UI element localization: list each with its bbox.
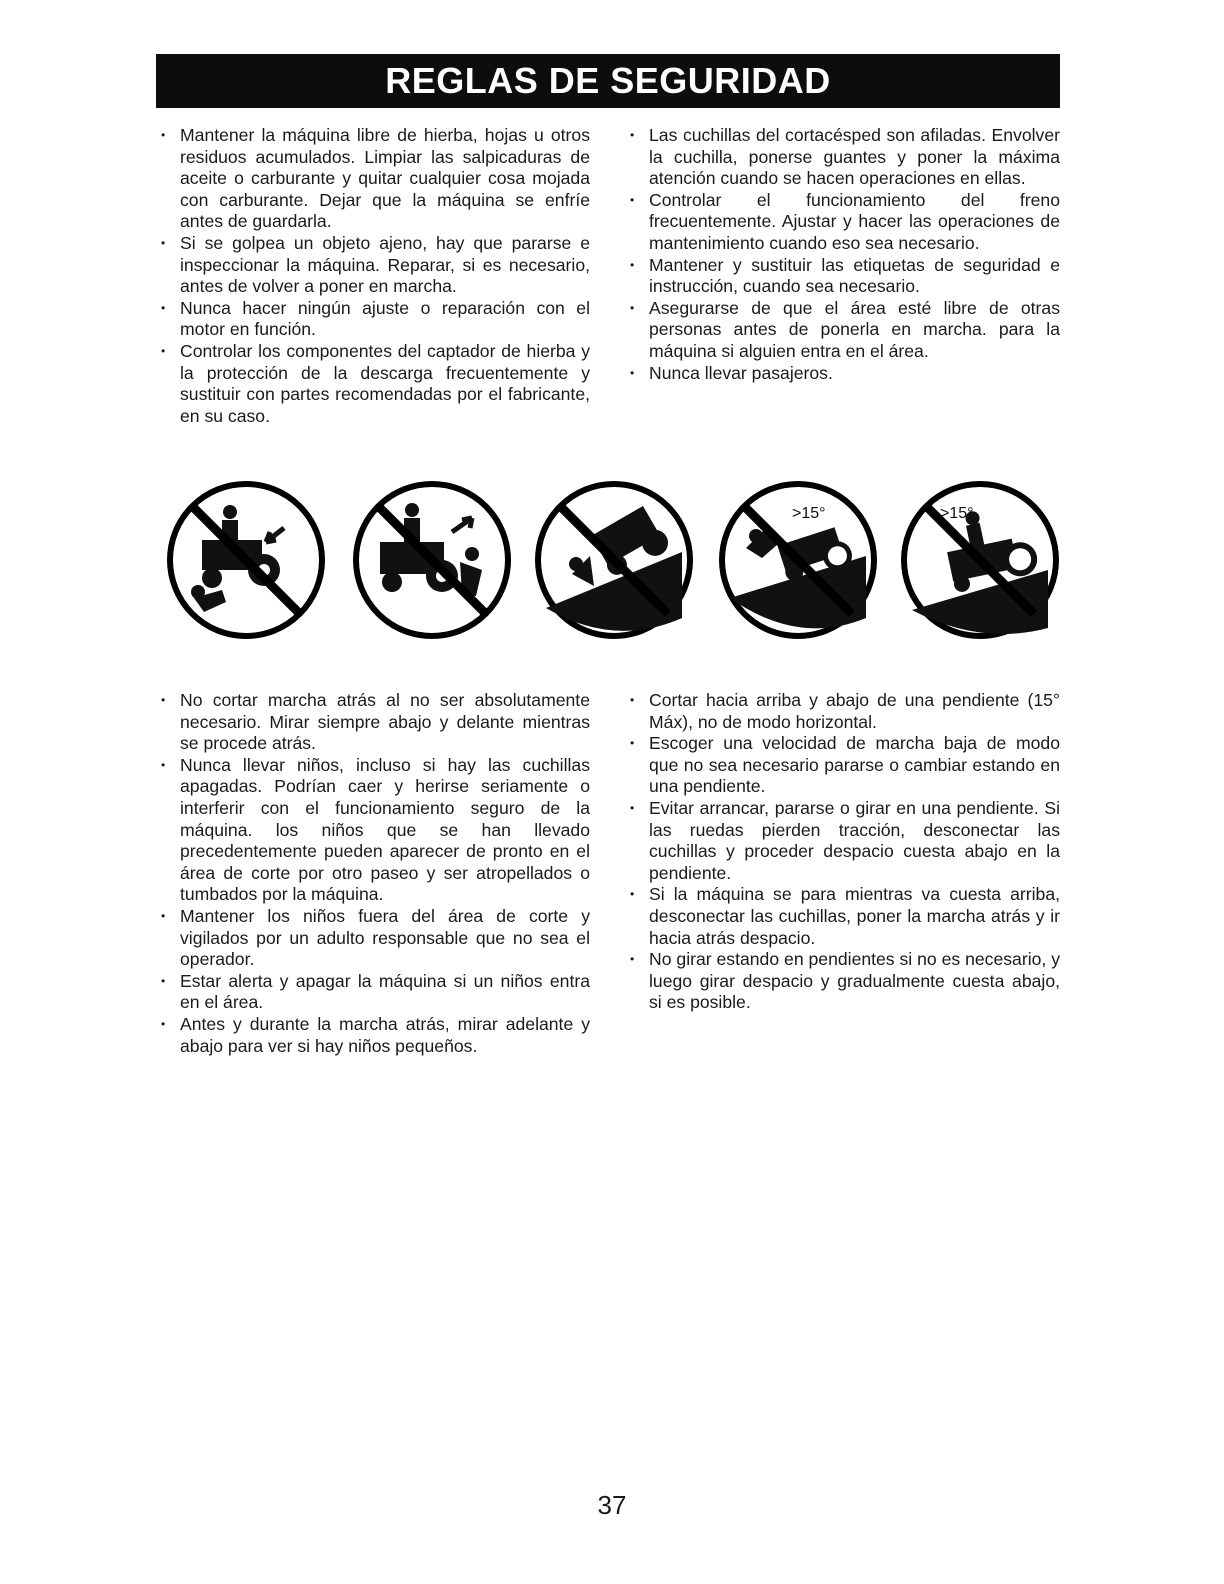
slope-limit-15-icon <box>716 478 880 642</box>
rule-item: • Mantener la máquina libre de hierba, hojas u otros residuos acumulados. Limpiar las salpicaduras de aceite o carburante y quitar cualquier cosa mojada con carburante. Dejar que la máquina se enfríe antes de guardarla. <box>158 125 590 233</box>
no-driving-across-slope-icon <box>898 478 1062 642</box>
rule-item: • Controlar el funcionamiento del freno frecuentemente. Ajustar y hacer las operaciones de mantenimiento cuando eso sea necesario. <box>627 190 1060 255</box>
rule-item: • Si se golpea un objeto ajeno, hay que pararse e inspeccionar la máquina. Reparar, si es necesario, antes de volver a poner en marcha. <box>158 233 590 298</box>
slope-angle-label: >15° <box>940 505 974 522</box>
top-right-rules <box>627 125 1060 384</box>
rule-item: • Cortar hacia arriba y abajo de una pendiente (15° Máx), no de modo horizontal. <box>627 690 1060 733</box>
page-title: REGLAS DE SEGURIDAD <box>385 60 831 101</box>
slope-angle-label: >15° <box>792 505 826 522</box>
title-banner <box>156 54 1060 108</box>
safety-pictograms <box>160 476 1060 656</box>
rule-item: • No girar estando en pendientes si no es necesario, y luego girar despacio y gradualmente cuesta abajo, si es posible. <box>627 949 1060 1014</box>
bottom-left-rules <box>158 690 590 1057</box>
rule-item: • Nunca llevar niños, incluso si hay las cuchillas apagadas. Podrían caer y herirse seriamente o interferir con el funcionamiento seguro de la máquina. los niños que se han llevado precedentemente pueden aparecer de pronto en el área de corte por otro paseo y ser atropellados o tumbados por la máquina. <box>158 755 590 906</box>
rule-item: • Controlar los componentes del captador de hierba y la protección de la descarga frecuentemente y sustituir con partes recomendadas por el fabricante, en su caso. <box>158 341 590 427</box>
rule-item: • Asegurarse de que el área esté libre de otras personas antes de ponerla en marcha. para la máquina si alguien entra en el área. <box>627 298 1060 363</box>
rule-item: • Mantener los niños fuera del área de corte y vigilados por un adulto responsable que no sea el operador. <box>158 906 590 971</box>
rule-item: • Antes y durante la marcha atrás, mirar adelante y abajo para ver si hay niños pequeños. <box>158 1014 590 1057</box>
page-number: 37 <box>597 1490 627 1520</box>
no-riding-children-icon <box>350 478 514 642</box>
rule-item: • Evitar arrancar, pararse o girar en una pendiente. Si las ruedas pierden tracción, desconectar las cuchillas y proceder despacio cuesta abajo en la pendiente. <box>627 798 1060 884</box>
rule-item: • Nunca hacer ningún ajuste o reparación con el motor en función. <box>158 298 590 341</box>
top-left-rules <box>158 125 590 427</box>
rule-item: • Mantener y sustituir las etiquetas de seguridad e instrucción, cuando sea necesario. <box>627 255 1060 298</box>
rule-item: • Nunca llevar pasajeros. <box>627 363 1060 385</box>
rule-item: • Escoger una velocidad de marcha baja de modo que no sea necesario pararse o cambiar estando en una pendiente. <box>627 733 1060 798</box>
rule-item: • Las cuchillas del cortacésped son afiladas. Envolver la cuchilla, ponerse guantes y poner la máxima atención cuando se hacen operaciones en ellas. <box>627 125 1060 190</box>
no-tipping-on-slope-icon <box>532 478 696 642</box>
rule-item: • Si la máquina se para mientras va cuesta arriba, desconectar las cuchillas, poner la marcha atrás y ir hacia atrás despacio. <box>627 884 1060 949</box>
rule-item: • Estar alerta y apagar la máquina si un niños entra en el área. <box>158 971 590 1014</box>
no-backing-over-person-icon <box>164 478 328 642</box>
bottom-right-rules <box>627 690 1060 1014</box>
rule-item: • No cortar marcha atrás al no ser absolutamente necesario. Mirar siempre abajo y delante mientras se procede atrás. <box>158 690 590 755</box>
